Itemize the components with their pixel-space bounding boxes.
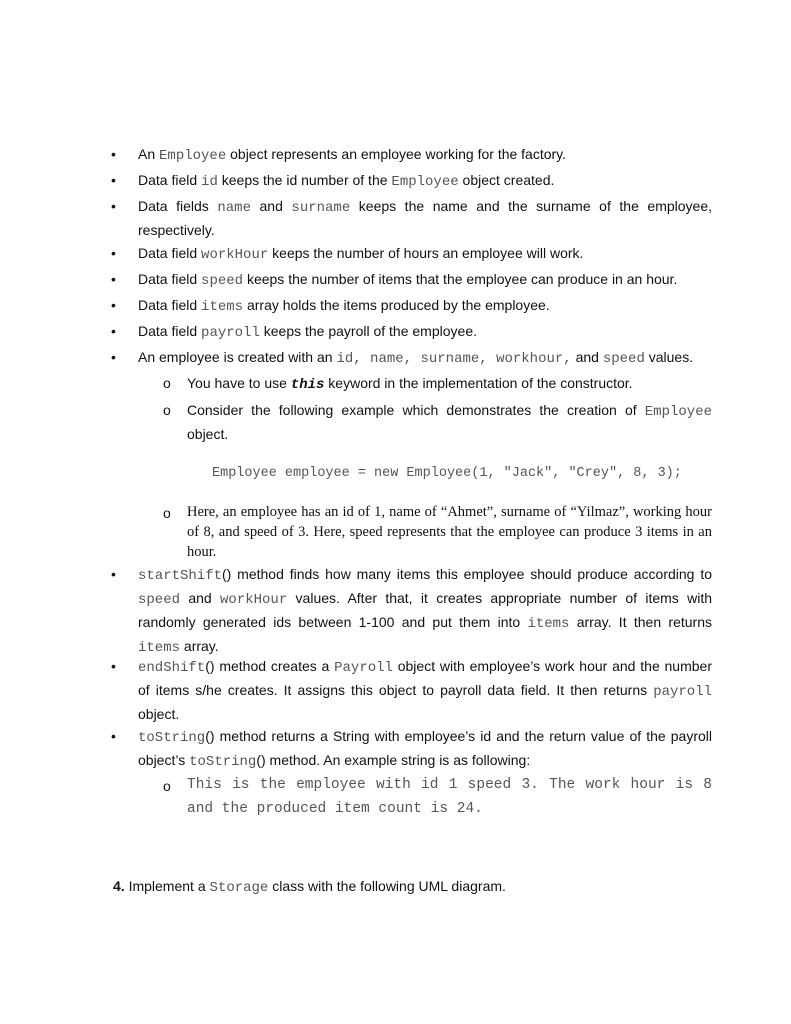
bullet-field-workhour: Data field workHour keeps the number of hours an employee will work. xyxy=(138,245,584,263)
bullet-marker: • xyxy=(111,658,116,674)
sub-bullet-marker: o xyxy=(163,505,171,521)
bullet-field-name-surname: Data fields name and surname keeps the name and the surname of the employee, respectively. xyxy=(138,198,712,238)
bullet-marker: • xyxy=(111,349,116,365)
sub-bullet-tostring-example: This is the employee with id 1 speed 3. The work hour is 8 and the produced item count is 24. xyxy=(187,777,712,817)
bullet-marker: • xyxy=(111,198,116,214)
bullet-marker: • xyxy=(111,297,116,313)
bullet-field-id: Data field id keeps the id number of the Employee object created. xyxy=(138,172,555,190)
sub-bullet-marker: o xyxy=(163,402,171,418)
bullet-marker: • xyxy=(111,146,116,162)
section-heading-storage: 4. Implement a Storage class with the following UML diagram. xyxy=(113,878,506,896)
bullet-marker: • xyxy=(111,728,116,744)
bullet-startshift: startShift() method finds how many items this employee should produce according to speed and workHour values. After that, it creates appropriate number of items with randomly generated ids between 1-100 and put them into items array. It then returns items array. xyxy=(138,566,713,656)
bullet-constructor: An employee is created with an id, name, surname, workhour, and speed values. xyxy=(138,349,694,367)
bullet-tostring: toString() method returns a String with employee’s id and the return value of the payroll object’s toString() method. An example string is as following: xyxy=(138,728,712,770)
bullet-employee-object: An Employee object represents an employee working for the factory. xyxy=(138,146,567,164)
bullet-marker: • xyxy=(111,172,116,188)
bullet-field-speed: Data field speed keeps the number of items that the employee can produce in an hour. xyxy=(138,271,678,289)
sub-bullet-example-intro: Consider the following example which demonstrates the creation of Employee object. xyxy=(187,402,712,442)
sub-bullet-marker: o xyxy=(163,375,171,391)
bullet-field-items: Data field items array holds the items produced by the employee. xyxy=(138,297,550,315)
bullet-marker: • xyxy=(111,245,116,261)
bullet-endshift: endShift() method creates a Payroll object with employee’s work hour and the number of items s/he creates. It assigns this object to payroll data field. It then returns payroll object. xyxy=(138,658,712,722)
bullet-marker: • xyxy=(111,566,116,582)
bullet-marker: • xyxy=(111,271,116,287)
sub-bullet-this-keyword: You have to use this keyword in the implementation of the constructor. xyxy=(187,375,633,393)
code-example-constructor: Employee employee = new Employee(1, "Jack", "Crey", 8, 3); xyxy=(212,466,682,481)
bullet-field-payroll: Data field payroll keeps the payroll of the employee. xyxy=(138,323,477,341)
bullet-marker: • xyxy=(111,323,116,339)
sub-bullet-example-explanation: Here, an employee has an id of 1, name of “Ahmet”, surname of “Yilmaz”, working hour of 8, and speed of 3. Here, speed represents that the employee can produce 3 items in an hour. xyxy=(187,504,712,560)
sub-bullet-marker: o xyxy=(163,778,171,794)
